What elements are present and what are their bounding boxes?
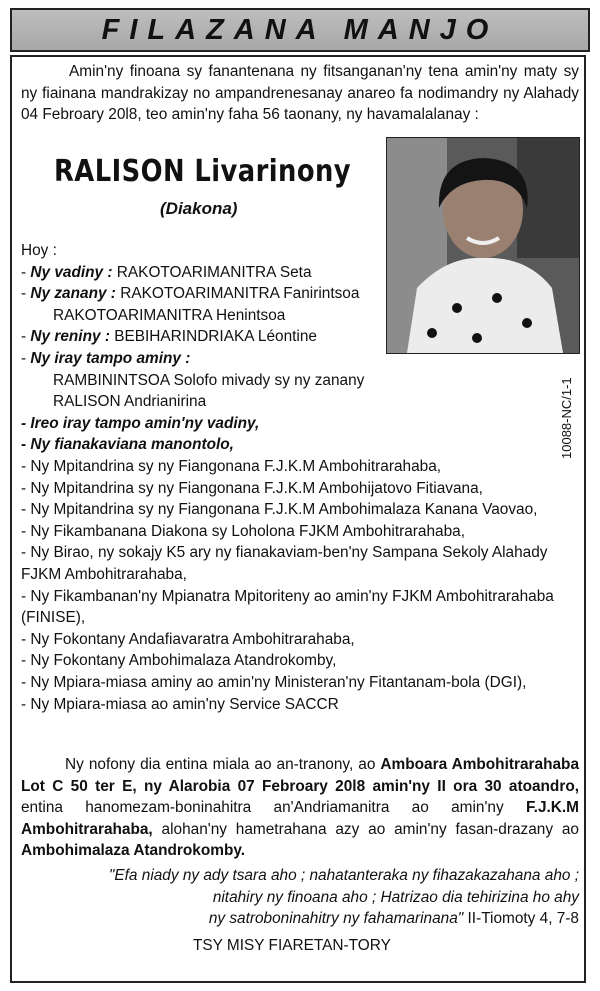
deceased-name: RALISON Livarinony bbox=[54, 154, 352, 189]
reniny-line: - Ny reniny : BEBIHARINDRIAKA Léontine bbox=[21, 328, 317, 346]
list-item: - Ny Fikambanan'ny Mpianatra Mpitoriteny ao amin'ny FJKM Ambohitrarahaba bbox=[21, 587, 554, 605]
quote-line-3 bbox=[21, 908, 579, 930]
mourners-list bbox=[21, 456, 579, 715]
tampo-value-2: RALISON Andrianirina bbox=[53, 393, 207, 411]
funeral-address: Amboara Ambohitrarahaba Lot C 50 ter E, ny Alarobia 07 Febroary 20l8 amin'ny II ora 30 atoandro, bbox=[21, 756, 580, 795]
tampo-value-1: RAMBININTSOA Solofo mivady sy ny zanany bbox=[53, 371, 365, 389]
list-item: - Ny Fikambanana Diakona sy Loholona FJKM Ambohitrarahaba, bbox=[21, 522, 465, 540]
vady-label: Ny vadiny : bbox=[30, 263, 113, 281]
list-item: FJKM Ambohitrarahaba, bbox=[21, 565, 187, 583]
quote-line-3-text: ny satroboninahitry ny fahamarinana" bbox=[208, 910, 464, 928]
intro-text: Amin'ny finoana sy fanantenana ny fitsanganan'ny tena amin'ny maty sy ny fiainana mandrakizay no ampandrenesanay anareo fa nodimandry ny Alahady 04 Febroary 20l8, teo amin'ny faha 56 taonany, ny havamalalanay : bbox=[21, 63, 579, 124]
list-item: - Ny Mpiara-miasa aminy ao amin'ny Ministeran'ny Fitantanam-bola (DGI), bbox=[21, 673, 527, 691]
quote-reference: II-Tiomoty 4, 7-8 bbox=[463, 910, 579, 928]
funeral-burial-place: Ambohimalaza Atandrokomby. bbox=[21, 842, 246, 860]
funeral-church: F.J.K.M Ambohitrarahaba, bbox=[21, 799, 579, 838]
list-item: - Ny Birao, ny sokajy K5 ary ny fianakaviam-ben'ny Sampana Sekoly Alahady bbox=[21, 544, 548, 562]
list-item: (FINISE), bbox=[21, 609, 86, 627]
quote-line-2: nitahiry ny finoana aho ; Hatrizao dia tehirizina ho ahy bbox=[212, 888, 579, 906]
notice-header bbox=[10, 8, 590, 52]
funeral-text-1: Ny nofony dia entina miala ao an-tranony, ao bbox=[65, 756, 376, 773]
deceased-title: (Diakona) bbox=[160, 199, 238, 218]
family-section bbox=[21, 240, 381, 456]
portrait-image bbox=[387, 138, 579, 353]
zanany-line-2: RAKOTOARIMANITRA Henintsoa bbox=[53, 306, 286, 324]
bible-quote bbox=[21, 865, 579, 930]
reniny-label: Ny reniny : bbox=[30, 328, 110, 346]
list-item: - Ny Mpitandrina sy ny Fiangonana F.J.K.M Ambohitrarahaba, bbox=[21, 458, 442, 475]
funeral-text-2: entina hanomezam-boninahitra an'Andriamanitra ao amin'ny bbox=[21, 799, 504, 817]
intro-paragraph bbox=[21, 61, 579, 126]
zanany-value-1: RAKOTOARIMANITRA Fanirintsoa bbox=[120, 285, 360, 303]
funeral-text-3: alohan'ny hametrahana azy ao amin'ny fasan-drazany ao bbox=[161, 820, 579, 838]
portrait-photo bbox=[386, 137, 580, 354]
vady-line: - Ny vadiny : RAKOTOARIMANITRA Seta bbox=[21, 263, 312, 281]
notice-title: FILAZANA MANJO bbox=[101, 13, 499, 46]
tampo-line: - Ny iray tampo aminy : bbox=[21, 349, 191, 367]
list-item: - Ny Mpitandrina sy ny Fiangonana F.J.K.M Ambohimalaza Kanana Vaovao, bbox=[21, 501, 538, 519]
quote-line-1: "Efa niady ny ady tsara aho ; nahatanteraka ny fihazakazahana aho ; bbox=[108, 867, 579, 884]
list-item: - Ny Mpitandrina sy ny Fiangonana F.J.K.M Ambohijatovo Fitiavana, bbox=[21, 479, 483, 497]
reniny-value: BEBIHARINDRIAKA Léontine bbox=[114, 328, 317, 346]
zanany-label: Ny zanany : bbox=[30, 285, 116, 303]
reference-code: 10088-NC/1-1 bbox=[559, 377, 574, 459]
vady-value: RAKOTOARIMANITRA Seta bbox=[116, 263, 312, 281]
tampo-label: Ny iray tampo aminy : bbox=[30, 349, 191, 367]
list-item: - Ny Fokontany Ambohimalaza Atandrokomby, bbox=[21, 652, 337, 670]
list-item: - Ny Fokontany Andafiavaratra Ambohitrarahaba, bbox=[21, 630, 355, 648]
zanany-line: - Ny zanany : RAKOTOARIMANITRA Fanirintsoa bbox=[21, 285, 360, 303]
hoy-line: Hoy : bbox=[21, 242, 57, 259]
ireo-tampo-line: - Ireo iray tampo amin'ny vadiny, bbox=[21, 414, 260, 432]
fianakaviana-line: - Ny fianakaviana manontolo, bbox=[21, 436, 234, 454]
funeral-paragraph bbox=[21, 754, 579, 862]
list-item: - Ny Mpiara-miasa ao amin'ny Service SACCR bbox=[21, 695, 339, 713]
closing-note: TSY MISY FIARETAN-TORY bbox=[193, 937, 391, 954]
